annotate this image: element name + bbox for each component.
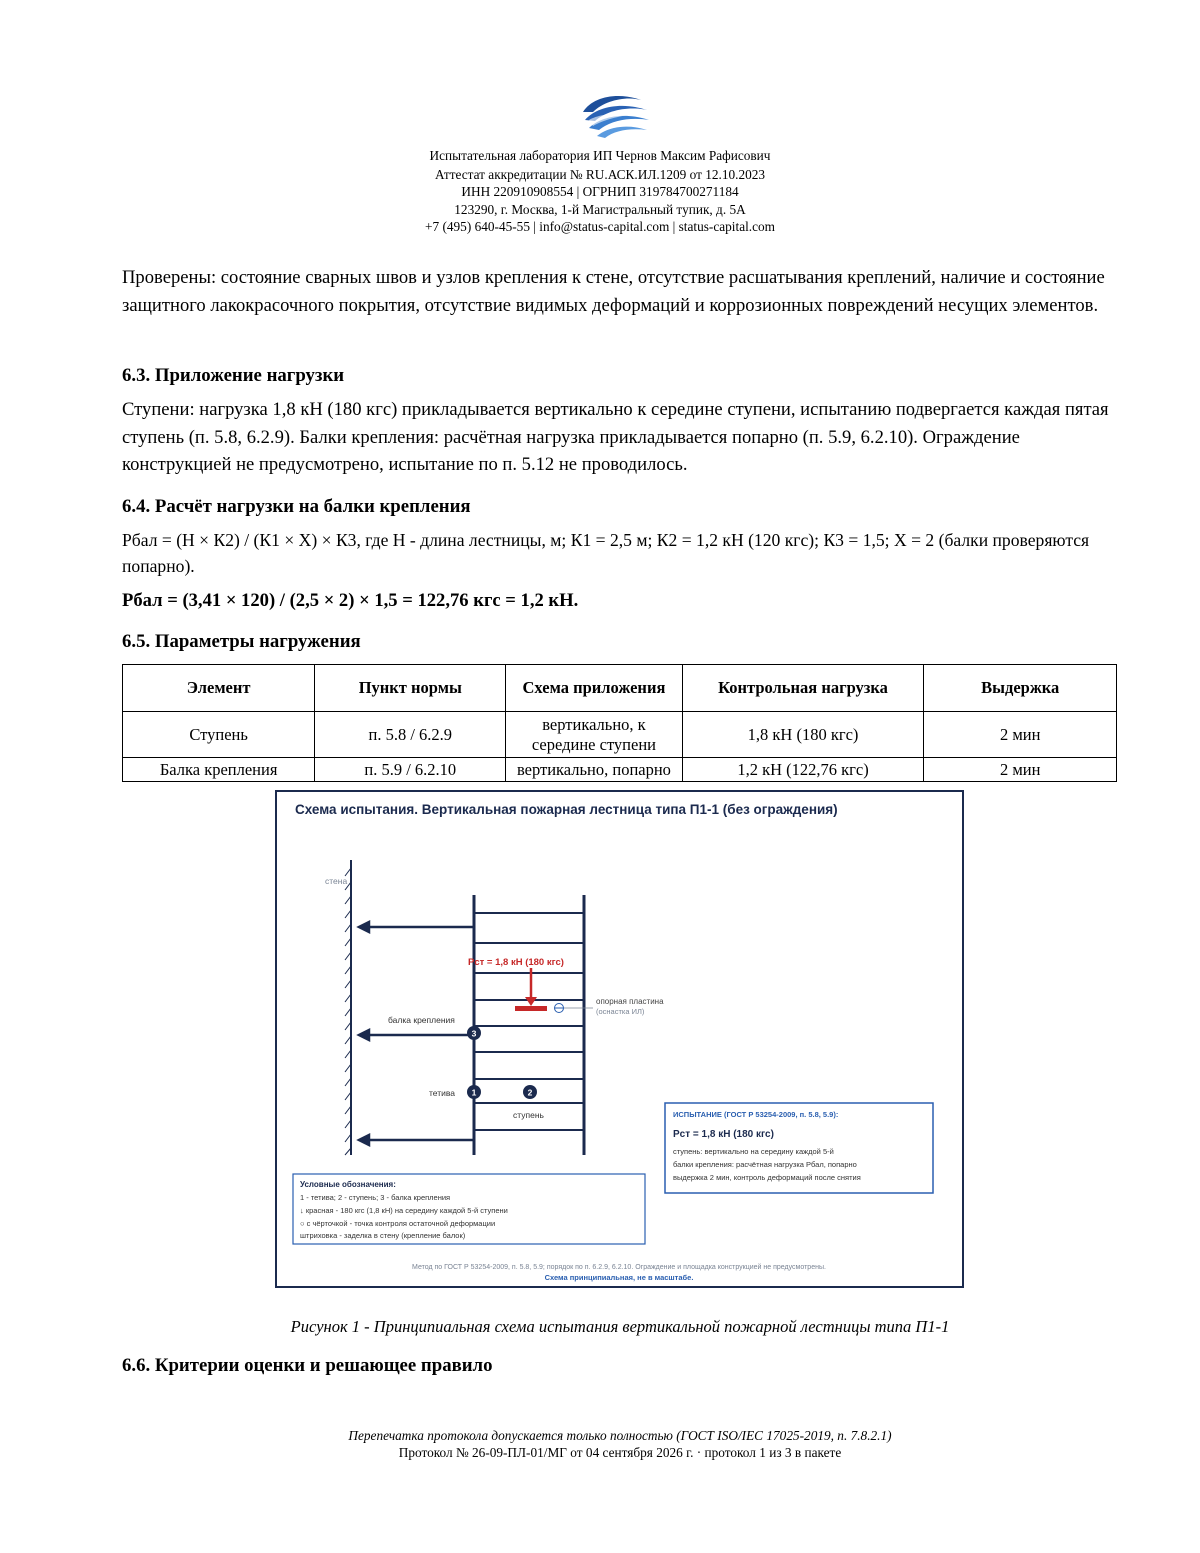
- table-cell: 1,8 кН (180 кгс): [682, 712, 924, 758]
- ladder-test-diagram: [275, 790, 964, 1288]
- test-item: ступень: вертикально на середину каждой 5-й: [673, 1147, 834, 1156]
- support-plate: [515, 1006, 547, 1011]
- test-item: балки крепления: расчётная нагрузка Рбал, попарно: [673, 1160, 857, 1169]
- table-cell: Балка крепления: [123, 758, 315, 782]
- test-title: ИСПЫТАНИЕ (ГОСТ Р 53254-2009, п. 5.8, 5.9):: [673, 1110, 839, 1119]
- svg-text:1: 1: [471, 1087, 477, 1098]
- method-note: Метод по ГОСТ Р 53254-2009, п. 5.8, 5.9; порядок по п. 6.2.9, 6.2.10. Ограждение и площадка конструкцией не предусмотрены.: [412, 1264, 826, 1271]
- section-6-4-title: 6.4. Расчёт нагрузки на балки крепления: [122, 496, 471, 517]
- section-6-4-formula: Рбал = (3,41 × 120) / (2,5 × 2) × 1,5 = 122,76 кгс = 1,2 кН.: [122, 590, 579, 611]
- column-header: Контрольная нагрузка: [682, 665, 924, 712]
- address-line: 123290, г. Москва, 1-й Магистральный тупик, д. 5А: [454, 202, 746, 217]
- footer-protocol: Протокол № 26-09-ПЛ-01/МГ от 04 сентября 2026 г. · протокол 1 из 3 в пакете: [398, 1445, 842, 1460]
- legend-item: штриховка - заделка в стену (крепление балок): [300, 1231, 466, 1240]
- figure-caption: Рисунок 1 - Принципиальная схема испытания вертикальной пожарной лестницы типа П1-1: [290, 1317, 950, 1336]
- column-header: Элемент: [123, 665, 315, 712]
- legend-item: ○ с чёрточкой - точка контроля остаточной деформации: [300, 1219, 496, 1228]
- wall-label: стена: [325, 876, 348, 886]
- inn-line: ИНН 220910908554 | ОГРНИП 319784700271184: [461, 184, 739, 199]
- table-cell: п. 5.9 / 6.2.10: [315, 758, 506, 782]
- column-header: Схема приложения: [506, 665, 682, 712]
- column-header: Выдержка: [924, 665, 1117, 712]
- plate-label: опорная пластина: [596, 997, 664, 1006]
- intro-paragraph: Проверены: состояние сварных швов и узлов крепления к стене, отсутствие расшатывания креплений, наличие и состояние защитного лакокрасочного покрытия, отсутствие видимых деформаций и коррозионных повреждений несущих элементов.: [122, 267, 1105, 316]
- table-cell: 1,2 кН (122,76 кгс): [682, 758, 924, 782]
- figure-title: Схема испытания. Вертикальная пожарная лестница типа П1-1 (без ограждения): [295, 802, 838, 817]
- table-cell: 2 мин: [924, 712, 1117, 758]
- scale-note: Схема принципиальная, не в масштабе.: [544, 1273, 694, 1282]
- table-cell: вертикально, попарно: [506, 758, 682, 782]
- beam-label: балка крепления: [388, 1015, 455, 1025]
- accreditation-line: Аттестат аккредитации № RU.АСК.ИЛ.1209 от 12.10.2023: [434, 167, 766, 182]
- stringer-label: тетива: [429, 1088, 456, 1098]
- section-6-3-text: Ступени: нагрузка 1,8 кН (180 кгс) прикладывается вертикально к середине ступени, испытанию подвергается каждая пятая ступень (п. 5.8, 6.2.9). Балки крепления: расчётная нагрузка прикладывается попарно (п. 5.9, 6.2.10). Ограждение конструкцией не предусмотрено, испытание по п. 5.12 не проводилось.: [122, 399, 1109, 476]
- test-load: Рст = 1,8 кН (180 кгс): [673, 1129, 774, 1140]
- column-header: Пункт нормы: [315, 665, 506, 712]
- legend-title: Условные обозначения:: [300, 1180, 396, 1189]
- section-6-6-title: 6.6. Критерии оценки и решающее правило: [122, 1355, 493, 1376]
- table-cell: 2 мин: [924, 758, 1117, 782]
- lab-name: Испытательная лаборатория ИП Чернов Максим Рафисович: [429, 148, 771, 163]
- section-6-3-title: 6.3. Приложение нагрузки: [122, 365, 345, 386]
- plate-note: (оснастка ИЛ): [596, 1007, 645, 1016]
- lab-logo: [579, 90, 651, 140]
- section-6-4-text: Рбал = (Н × К2) / (К1 × Х) × К3, где Н - длина лестницы, м; К1 = 2,5 м; К2 = 1,2 кН (120 кгс); К3 = 1,5; Х = 2 (балки проверяются попарно).: [122, 530, 1090, 576]
- load-parameters-table: [122, 664, 1117, 782]
- step-label: ступень: [513, 1110, 544, 1120]
- load-label: Рст = 1,8 кН (180 кгс): [468, 957, 564, 968]
- legend-item: ↓ красная - 180 кгс (1,8 кН) на середину каждой 5-й ступени: [300, 1206, 508, 1215]
- contacts-line: +7 (495) 640-45-55 | info@status-capital.com | status-capital.com: [424, 219, 776, 234]
- test-item: выдержка 2 мин, контроль деформаций после снятия: [673, 1173, 861, 1182]
- table-row: [123, 712, 1117, 758]
- table-cell: п. 5.8 / 6.2.9: [315, 712, 506, 758]
- table-header-row: [123, 665, 1117, 712]
- table-cell: Ступень: [123, 712, 315, 758]
- section-6-5-title: 6.5. Параметры нагружения: [122, 631, 361, 652]
- svg-text:2: 2: [527, 1087, 533, 1098]
- legend-item: 1 - тетива; 2 - ступень; 3 - балка крепления: [300, 1193, 451, 1202]
- svg-text:3: 3: [471, 1028, 477, 1039]
- table-row: [123, 758, 1117, 782]
- footer-note: Перепечатка протокола допускается только полностью (ГОСТ ISO/IEC 17025-2019, п. 7.8.2.1): [348, 1428, 892, 1443]
- table-cell: вертикально, к середине ступени: [506, 712, 682, 758]
